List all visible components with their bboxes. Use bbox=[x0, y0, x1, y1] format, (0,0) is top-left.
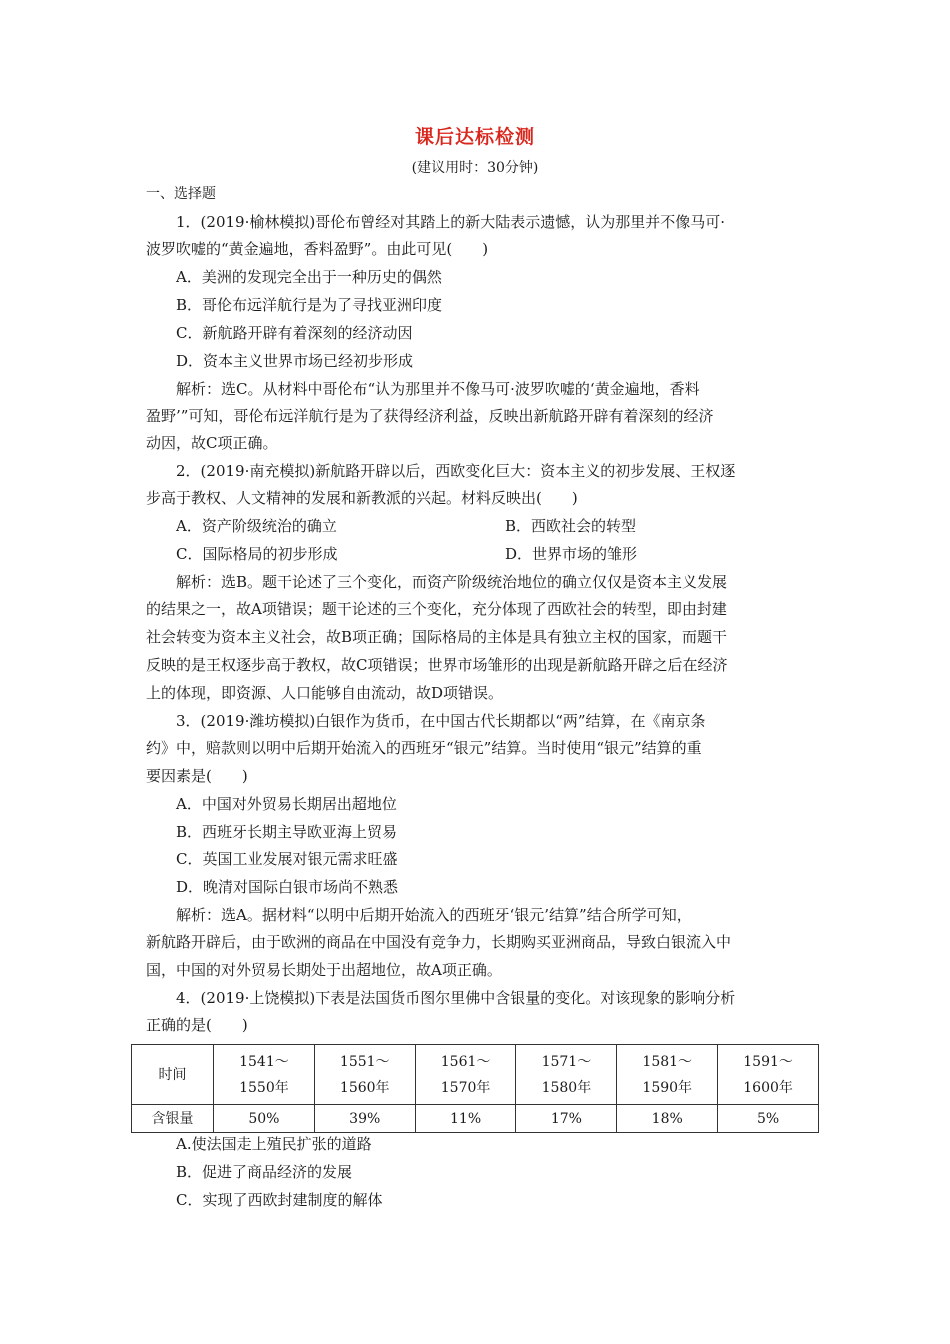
period-end: 1570年 bbox=[440, 1079, 491, 1096]
q3-analysis-line1: 解析：选A。据材料“以明中后期开始流入的西班牙‘银元’结算”结合所学可知， bbox=[176, 906, 692, 924]
table-row-label-silver: 含银量 bbox=[132, 1105, 214, 1133]
period-start: 1541～ bbox=[239, 1053, 289, 1070]
q4-option-a: A.使法国走上殖民扩张的道路 bbox=[176, 1135, 372, 1153]
q2-stem-line1: 2．(2019·南充模拟)新航路开辟以后，西欧变化巨大：资本主义的初步发展、王权逐 bbox=[176, 462, 736, 480]
q1-analysis-line3: 动因，故C项正确。 bbox=[146, 434, 278, 452]
page-title: 课后达标检测 bbox=[414, 126, 535, 148]
q3-stem-line3: 要因素是( ) bbox=[146, 767, 248, 785]
q3-option-a: A．中国对外贸易长期居出超地位 bbox=[176, 795, 397, 813]
period-start: 1571～ bbox=[541, 1053, 592, 1070]
q4-stem-line2: 正确的是( ) bbox=[146, 1016, 248, 1034]
q1-option-b: B．哥伦布远洋航行是为了寻找亚洲印度 bbox=[176, 296, 443, 314]
period-start: 1591～ bbox=[743, 1053, 793, 1070]
q3-analysis-line2: 新航路开辟后，由于欧洲的商品在中国没有竞争力，长期购买亚洲商品，导致白银流入中 bbox=[146, 933, 732, 951]
period-end: 1560年 bbox=[339, 1079, 390, 1096]
q3-option-d: D．晚清对国际白银市场尚不熟悉 bbox=[176, 878, 399, 896]
table-cell-period bbox=[516, 1045, 617, 1105]
period-end: 1580年 bbox=[541, 1079, 592, 1096]
table-cell-silver: 17% bbox=[516, 1105, 617, 1133]
q4-stem-line1: 4．(2019·上饶模拟)下表是法国货币图尔里佛中含银量的变化。对该现象的影响分析 bbox=[176, 989, 736, 1007]
q1-option-c: C．新航路开辟有着深刻的经济动因 bbox=[176, 324, 413, 342]
table-cell-period bbox=[214, 1045, 315, 1105]
q3-analysis-line3: 国，中国的对外贸易长期处于出超地位，故A项正确。 bbox=[146, 961, 502, 979]
q2-analysis-line2: 的结果之一，故A项错误；题干论述的三个变化，充分体现了西欧社会的转型，即由封建 bbox=[146, 600, 727, 618]
q2-option-a: A．资产阶级统治的确立 bbox=[176, 517, 337, 535]
q2-analysis-line5: 上的体现，即资源、人口能够自由流动，故D项错误。 bbox=[146, 684, 504, 702]
q1-stem-line1: 1．(2019·榆林模拟)哥伦布曾经对其踏上的新大陆表示遗憾，认为那里并不像马可· bbox=[176, 213, 725, 231]
q2-option-d: D．世界市场的雏形 bbox=[505, 545, 638, 563]
q2-option-b: B．西欧社会的转型 bbox=[505, 517, 637, 535]
table-cell-period bbox=[314, 1045, 415, 1105]
q1-analysis-line2: 盈野’”可知，哥伦布远洋航行是为了获得经济利益，反映出新航路开辟有着深刻的经济 bbox=[146, 407, 714, 425]
q3-stem-line1: 3．(2019·潍坊模拟)白银作为货币，在中国古代长期都以“两”结算，在《南京条 bbox=[176, 712, 706, 730]
q2-option-c: C．国际格局的初步形成 bbox=[176, 545, 338, 563]
table-cell-silver: 11% bbox=[415, 1105, 516, 1133]
q1-option-a: A．美洲的发现完全出于一种历史的偶然 bbox=[176, 268, 442, 286]
q1-analysis-line1: 解析：选C。从材料中哥伦布“认为那里并不像马可·波罗吹嘘的‘黄金遍地，香料 bbox=[176, 380, 700, 398]
table-cell-silver: 18% bbox=[617, 1105, 718, 1133]
q3-option-c: C．英国工业发展对银元需求旺盛 bbox=[176, 850, 398, 868]
table-row-label-time: 时间 bbox=[132, 1045, 214, 1105]
period-start: 1561～ bbox=[440, 1053, 491, 1070]
section-heading: 一、选择题 bbox=[146, 186, 216, 202]
q3-stem-line2: 约》中，赔款则以明中后期开始流入的西班牙“银元”结算。当时使用“银元”结算的重 bbox=[146, 739, 702, 757]
table-cell-silver: 50% bbox=[214, 1105, 315, 1133]
q2-stem-line2: 步高于教权、人文精神的发展和新教派的兴起。材料反映出( ) bbox=[146, 489, 578, 507]
period-start: 1551～ bbox=[339, 1053, 390, 1070]
period-end: 1590年 bbox=[642, 1079, 693, 1096]
period-start: 1581～ bbox=[642, 1053, 693, 1070]
q1-stem-line2: 波罗吹嘘的“黄金遍地，香料盈野”。由此可见( ) bbox=[146, 240, 489, 258]
table-row-time bbox=[132, 1045, 819, 1105]
q2-analysis-line4: 反映的是王权逐步高于教权，故C项错误；世界市场雏形的出现是新航路开辟之后在经济 bbox=[146, 656, 728, 674]
table-row-silver bbox=[132, 1105, 819, 1133]
q2-analysis-line1: 解析：选B。题干论述了三个变化，而资产阶级统治地位的确立仅仅是资本主义发展 bbox=[176, 573, 728, 591]
q4-option-c: C．实现了西欧封建制度的解体 bbox=[176, 1191, 383, 1209]
q1-option-d: D．资本主义世界市场已经初步形成 bbox=[176, 352, 414, 370]
table-cell-period bbox=[617, 1045, 718, 1105]
q2-analysis-line3: 社会转变为资本主义社会，故B项正确；国际格局的主体是具有独立主权的国家，而题干 bbox=[146, 628, 728, 646]
table-cell-period bbox=[718, 1045, 819, 1105]
period-end: 1600年 bbox=[743, 1079, 793, 1096]
table-cell-silver: 39% bbox=[314, 1105, 415, 1133]
time-suggestion: (建议用时：30分钟) bbox=[411, 160, 539, 176]
q4-option-b: B．促进了商品经济的发展 bbox=[176, 1163, 353, 1181]
silver-content-table bbox=[131, 1044, 819, 1133]
table-cell-period bbox=[415, 1045, 516, 1105]
table-cell-silver: 5% bbox=[718, 1105, 819, 1133]
period-end: 1550年 bbox=[239, 1079, 289, 1096]
q3-option-b: B．西班牙长期主导欧亚海上贸易 bbox=[176, 823, 398, 841]
